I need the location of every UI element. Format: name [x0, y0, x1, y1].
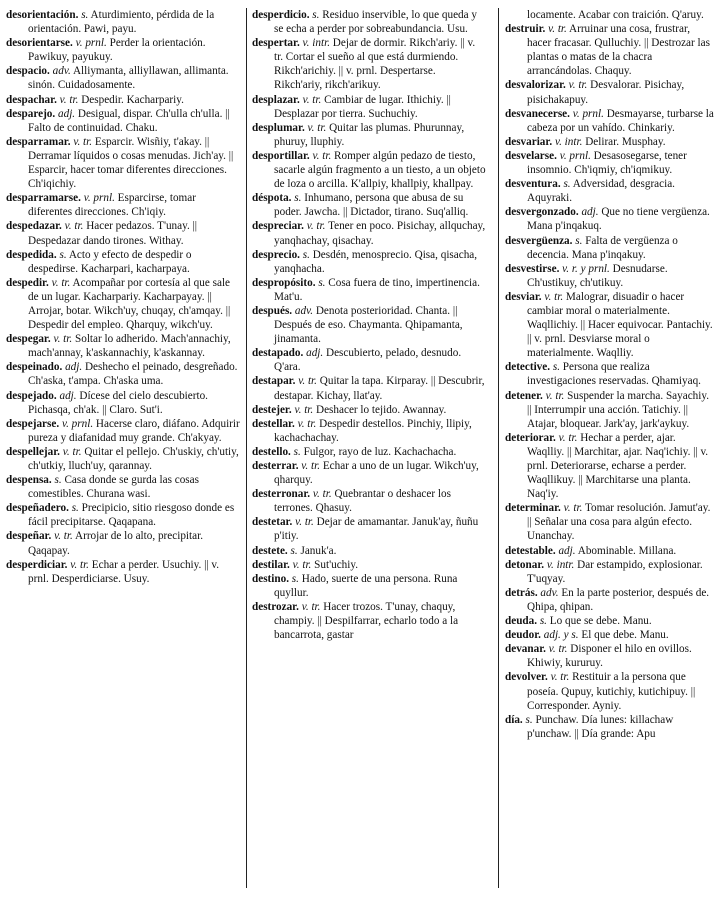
entry-definition: Esparcir. Wisñiy, t'akay. || Derramar líquidos o cosas menudas. Jich'ay. || Esparcir, hacer tomar diferentes direcciones. Ch'iqichiy.: [28, 135, 234, 191]
dictionary-entry: [252, 515, 486, 543]
dictionary-entry: [6, 93, 240, 107]
dictionary-entry: [505, 544, 715, 558]
entry-definition: Quebrantar o deshacer los terrones. Qhasuy.: [274, 488, 451, 515]
entry-headword: destapar.: [252, 375, 296, 388]
dictionary-entry: [505, 177, 715, 205]
entry-headword: detrás.: [505, 586, 538, 599]
entry-headword: desorientación.: [6, 9, 79, 21]
dictionary-entry: [252, 374, 486, 402]
entry-grammar-tag: v. tr.: [301, 460, 321, 472]
entry-headword: desperdicio.: [252, 9, 310, 21]
entry-headword: despeñadero.: [6, 502, 69, 515]
entry-grammar-tag: adj.: [306, 347, 324, 360]
entry-definition: Desasosegarse, tener insomnio. Ch'iqmiy, ch'iqmikuy.: [527, 149, 687, 177]
entry-headword: destete.: [252, 544, 288, 557]
entry-definition: Hado, suerte de una persona. Runa quyllur.: [274, 572, 458, 599]
dictionary-entry: [6, 501, 240, 529]
entry-headword: detestable.: [505, 544, 556, 557]
entry-headword: despejado.: [6, 389, 57, 402]
entry-definition: Desdén, menosprecio. Qisa, qisacha, yanqhacha.: [274, 248, 478, 275]
entry-headword: desplazar.: [252, 93, 300, 106]
dictionary-entry: [252, 219, 486, 247]
entry-headword: despedir.: [6, 276, 49, 289]
dictionary-entry: [505, 713, 715, 741]
dictionary-entry: [252, 191, 486, 219]
entry-grammar-tag: adj.: [558, 544, 576, 557]
entry-headword: desvalorizar.: [505, 79, 566, 92]
entry-definition: Malograr, disuadir o hacer cambiar moral o materialmente. Waqllichiy. || Hacer equivocar. Pantachiy. || v. prnl. Desviarse moral o materialmente. Waqlliy.: [527, 290, 713, 360]
entry-headword: destrozar.: [252, 600, 299, 613]
entry-definition: Despedir. Kacharpariy.: [81, 93, 184, 106]
entry-definition: Quitar las plumas. Phurunnay, phuruy, lluphiy.: [274, 121, 465, 148]
entry-definition: Fulgor, rayo de luz. Kachachacha.: [303, 445, 457, 458]
entry-headword: devanar.: [505, 643, 546, 656]
entry-definition: En la parte posterior, después de. Qhipa, qhipan.: [527, 586, 710, 613]
dictionary-entry: [505, 360, 715, 388]
entry-headword: destello.: [252, 445, 291, 458]
entry-definition: Descubierto, pelado, desnudo. Q'ara.: [274, 347, 462, 374]
entry-grammar-tag: v. tr.: [568, 79, 588, 92]
entry-definition: Hacer pedazos. T'unay. || Despedazar dando tirones. Withay.: [28, 220, 198, 247]
entry-grammar-tag: v. tr.: [558, 431, 578, 444]
entry-headword: desventura.: [505, 178, 561, 191]
entry-headword: despedazar.: [6, 220, 62, 233]
entry-definition: Januk'a.: [300, 544, 337, 557]
dictionary-entry: [505, 205, 715, 233]
entry-grammar-tag: s.: [575, 234, 583, 247]
entry-definition: Tomar resolución. Jamut'ay. || Señalar una cosa para algún efecto. Unanchay.: [527, 502, 711, 543]
entry-headword: desorientarse.: [6, 37, 73, 50]
entry-headword: deuda.: [505, 615, 538, 628]
entry-definition: Precipicio, sitio riesgoso donde es fácil precipitarse. Qaqapana.: [28, 502, 235, 529]
entry-grammar-tag: v. prnl.: [572, 107, 604, 120]
entry-definition: Despedir destellos. Pinchiy, llipiy, kachachachay.: [274, 417, 472, 444]
entry-definition: Acto y efecto de despedir o despedirse. Kacharpari, kacharpaya.: [28, 248, 192, 275]
entry-headword: destellar.: [252, 417, 295, 430]
entry-definition: Adversidad, desgracia. Aquyraki.: [527, 178, 675, 205]
entry-definition: Falta de vergüenza o decencia. Mana p'inqakuy.: [527, 234, 678, 261]
entry-headword: desportillar.: [252, 149, 310, 162]
dictionary-entry: [505, 22, 715, 78]
entry-headword: desplumar.: [252, 121, 305, 134]
entry-headword: desvergüenza.: [505, 234, 573, 247]
entry-continuation: [505, 8, 715, 22]
dictionary-entry: [6, 332, 240, 360]
entry-definition: Sut'uchiy.: [314, 558, 359, 571]
entry-headword: despachar.: [6, 93, 57, 106]
entry-grammar-tag: s.: [59, 248, 67, 261]
dictionary-entry: [252, 459, 486, 487]
entry-definition: Delirar. Musphay.: [585, 135, 666, 148]
entry-definition: Restituir a la persona que poseía. Qupuy, kutichiy, kutichipuy. || Corresponder. Ayniy.: [527, 671, 696, 712]
entry-headword: despegar.: [6, 333, 51, 346]
entry-headword: día.: [505, 713, 523, 726]
entry-grammar-tag: v. tr.: [297, 417, 317, 430]
entry-headword: desprecio.: [252, 248, 300, 261]
dictionary-entry: [252, 8, 486, 36]
dictionary-entry: [252, 572, 486, 600]
entry-grammar-tag: v. tr.: [548, 23, 567, 36]
entry-grammar-tag: v. tr.: [70, 558, 89, 571]
column-divider: [246, 8, 247, 888]
entry-headword: despensa.: [6, 474, 52, 487]
entry-definition: Dícese del cielo descubierto. Pichasqa, ch'ak. || Claro. Sut'i.: [28, 389, 208, 416]
dictionary-entry: [505, 501, 715, 543]
entry-definition: Cosa fuera de tino, impertinencia. Mat'u.: [274, 276, 480, 303]
entry-grammar-tag: v. tr.: [301, 600, 321, 613]
dictionary-entry: [252, 445, 486, 459]
entry-grammar-tag: v. intr.: [302, 37, 330, 50]
entry-headword: desvestirse.: [505, 262, 560, 275]
entry-headword: destetar.: [252, 516, 293, 529]
entry-headword: después.: [252, 304, 293, 317]
entry-definition: Punchaw. Día lunes: killachaw p'unchaw. || Día grande: Apu: [527, 713, 674, 740]
entry-headword: despellejar.: [6, 445, 60, 458]
entry-grammar-tag: v. tr.: [312, 488, 332, 501]
entry-headword: desvariar.: [505, 135, 553, 148]
entry-headword: destruir.: [505, 23, 546, 36]
entry-grammar-tag: adj.: [58, 107, 76, 120]
entry-definition: Residuo inservible, lo que queda y se echa a perder por sobreabundancia. Usu.: [274, 9, 477, 36]
entry-grammar-tag: s.: [302, 248, 310, 261]
dictionary-entry: [252, 558, 486, 572]
entry-definition: Desnudarse. Ch'ustikuy, ch'utikuy.: [527, 262, 668, 289]
dictionary-entry: [252, 487, 486, 515]
dictionary-entry: [505, 135, 715, 149]
entry-definition: Quitar el pellejo. Ch'uskiy, ch'utiy, ch'utkiy, lluch'uy, qarannay.: [28, 445, 239, 472]
entry-headword: desparejo.: [6, 107, 56, 120]
entry-grammar-tag: v. intr.: [554, 135, 583, 148]
entry-grammar-tag: s.: [563, 178, 571, 191]
entry-grammar-tag: adj.: [59, 389, 77, 402]
entry-headword: detener.: [505, 389, 543, 402]
entry-grammar-tag: v. tr.: [54, 530, 73, 543]
column-divider: [498, 8, 499, 888]
dictionary-entry: [6, 445, 240, 473]
entry-grammar-tag: v. tr.: [306, 220, 326, 233]
dictionary-entry: [6, 219, 240, 247]
entry-grammar-tag: s.: [291, 572, 299, 585]
entry-headword: detective.: [505, 361, 551, 374]
entry-definition: Dar estampido, explosionar. T'uqyay.: [527, 558, 703, 585]
entry-headword: deteriorar.: [505, 431, 556, 444]
entry-grammar-tag: v. tr.: [307, 121, 327, 134]
entry-headword: desvelarse.: [505, 149, 557, 162]
entry-headword: despacio.: [6, 65, 50, 78]
entry-grammar-tag: v. tr.: [51, 276, 71, 289]
entry-grammar-tag: v. tr.: [548, 643, 568, 656]
dictionary-entry: [6, 558, 240, 586]
entry-definition: Quitar la tapa. Kirparay. || Descubrir, destapar. Kichay, llat'ay.: [274, 375, 485, 402]
dictionary-entry: [252, 417, 486, 445]
entry-definition: Aturdimiento, pérdida de la orientación. Pawi, payu.: [28, 9, 215, 36]
entry-grammar-tag: v. r. y prnl.: [562, 262, 610, 275]
entry-definition: Lo que se debe. Manu.: [549, 615, 652, 628]
entry-definition: Que no tiene vergüenza. Mana p'inqakuq.: [527, 206, 710, 233]
dictionary-entry: [505, 78, 715, 106]
entry-definition: Deshecho el peinado, desgreñado. Ch'aska, t'ampa. Ch'aska uma.: [28, 361, 238, 388]
entry-grammar-tag: v. tr.: [545, 389, 565, 402]
entry-headword: despreciar.: [252, 220, 304, 233]
dictionary-entry: [6, 36, 240, 64]
dictionary-entry: [6, 135, 240, 191]
entry-definition: Desigual, dispar. Ch'ulla ch'ulla. || Falto de continuidad. Chaku.: [28, 107, 230, 134]
dictionary-entry: [252, 346, 486, 374]
dictionary-entry: [6, 473, 240, 501]
entry-definition: El que debe. Manu.: [581, 629, 669, 642]
entry-grammar-tag: v. tr.: [563, 502, 583, 515]
entry-grammar-tag: adj. y s.: [543, 629, 579, 642]
entry-headword: destilar.: [252, 558, 290, 571]
dictionary-entry: [6, 276, 240, 332]
dictionary-entry: [6, 529, 240, 557]
entry-definition: Dejar de amamantar. Januk'ay, ñuñu p'itiy.: [274, 516, 479, 543]
entry-grammar-tag: v. tr.: [53, 333, 73, 346]
dictionary-entry: [505, 586, 715, 614]
entry-grammar-tag: s.: [318, 276, 326, 289]
entry-definition: Deshacer lo tejido. Awannay.: [316, 403, 447, 416]
entry-headword: detonar.: [505, 558, 545, 571]
dictionary-entry: [505, 149, 715, 177]
entry-headword: desparramarse.: [6, 192, 81, 205]
dictionary-entry: [505, 107, 715, 135]
entry-definition: Suspender la marcha. Sayachiy. || Interrumpir una acción. Tatichiy. || Atajar, bloquear. Jark'ay, jark'aykuy.: [527, 389, 710, 430]
entry-grammar-tag: s.: [293, 445, 301, 458]
dictionary-column-1: [6, 8, 240, 586]
entry-headword: despeinado.: [6, 361, 63, 374]
dictionary-entry: [252, 36, 486, 92]
entry-grammar-tag: v. prnl.: [75, 37, 107, 50]
entry-definition: Dejar de dormir. Rikch'ariy. || v. tr. Cortar el sueño al que está durmiendo. Rikch'arichiy. || v. prnl. Despertarse. Rikch'ariy, rikch'arikuy.: [274, 37, 476, 92]
entry-definition: Casa donde se gurda las cosas comestibles. Churana wasi.: [28, 474, 199, 501]
entry-grammar-tag: s.: [294, 192, 302, 205]
dictionary-entry: [252, 600, 486, 642]
entry-headword: desviar.: [505, 290, 542, 303]
entry-definition: locamente. Acabar con traición. Q'aruy.: [527, 9, 704, 21]
entry-definition: Denota posterioridad. Chanta. || Después de eso. Chaymanta. Qhipamanta, jinamanta.: [274, 304, 463, 346]
entry-grammar-tag: s.: [81, 9, 89, 21]
entry-grammar-tag: v. tr.: [295, 516, 314, 529]
dictionary-entry: [6, 417, 240, 445]
entry-headword: destejer.: [252, 403, 292, 416]
entry-definition: Hacerse claro, diáfano. Adquirir pureza y diafanidad muy grande. Ch'akyay.: [28, 417, 240, 444]
entry-grammar-tag: s.: [312, 9, 320, 21]
dictionary-entry: [6, 360, 240, 388]
entry-headword: desperdiciar.: [6, 558, 68, 571]
entry-grammar-tag: v. intr.: [546, 558, 575, 571]
dictionary-entry: [252, 248, 486, 276]
dictionary-entry: [252, 276, 486, 304]
entry-definition: Alliymanta, alliyllawan, allimanta. sinón. Cuidadosamente.: [28, 65, 229, 92]
entry-grammar-tag: v. tr.: [64, 220, 84, 233]
entry-definition: Echar a uno de un lugar. Wikch'uy, qharquy.: [274, 460, 479, 487]
dictionary-entry: [6, 64, 240, 92]
entry-grammar-tag: v. tr.: [62, 445, 82, 458]
dictionary-entry: [6, 389, 240, 417]
entry-grammar-tag: adv.: [540, 586, 559, 599]
entry-headword: desvergonzado.: [505, 206, 579, 219]
dictionary-entry: [505, 234, 715, 262]
entry-headword: destapado.: [252, 347, 304, 360]
entry-grammar-tag: adv.: [52, 65, 71, 78]
entry-definition: Echar a perder. Usuchiy. || v. prnl. Desperdiciarse. Usuy.: [28, 558, 220, 585]
entry-headword: despertar.: [252, 37, 300, 50]
dictionary-entry: [505, 628, 715, 642]
entry-headword: deudor.: [505, 629, 541, 642]
entry-grammar-tag: s.: [54, 474, 62, 487]
entry-grammar-tag: s.: [539, 615, 547, 628]
entry-grammar-tag: v. tr.: [59, 93, 79, 106]
entry-grammar-tag: v. tr.: [312, 149, 332, 162]
dictionary-entry: [6, 107, 240, 135]
entry-grammar-tag: s.: [525, 713, 533, 726]
entry-grammar-tag: v. tr.: [73, 135, 93, 148]
entry-grammar-tag: adj.: [581, 206, 599, 219]
entry-grammar-tag: v. tr.: [302, 93, 322, 106]
entry-headword: despropósito.: [252, 276, 316, 289]
entry-grammar-tag: v. tr.: [294, 403, 314, 416]
entry-grammar-tag: v. prnl.: [83, 192, 115, 205]
entry-grammar-tag: adv.: [294, 304, 314, 317]
entry-headword: desvanecerse.: [505, 107, 570, 120]
dictionary-entry: [505, 558, 715, 586]
entry-grammar-tag: s.: [71, 502, 79, 515]
dictionary-entry: [252, 93, 486, 121]
dictionary-entry: [505, 389, 715, 431]
dictionary-entry: [505, 614, 715, 628]
dictionary-entry: [505, 670, 715, 712]
entry-grammar-tag: v. tr.: [550, 671, 570, 684]
dictionary-column-2: [252, 8, 486, 642]
dictionary-entry: [252, 304, 486, 346]
entry-definition: Esparcirse, tomar diferentes direcciones. Ch'iqiy.: [28, 192, 196, 219]
entry-definition: Perder la orientación. Pawikuy, payukuy.: [28, 37, 206, 64]
entry-definition: Tener en poco. Pisichay, allquchay, yanqhachay, qisachay.: [274, 220, 486, 247]
dictionary-entry: [505, 431, 715, 501]
dictionary-entry: [505, 290, 715, 360]
entry-headword: destino.: [252, 572, 289, 585]
dictionary-entry: [505, 262, 715, 290]
entry-definition: Persona que realiza investigaciones reservadas. Qhamiyaq.: [527, 361, 701, 388]
entry-grammar-tag: v. tr.: [292, 558, 312, 571]
entry-definition: Acompañar por cortesía al que sale de un lugar. Kacharpariy. Kacharpayay. || Arrojar, botar. Wikch'uy, chuqay, ch'amqay. || Despedir del empleo. Qharquy, wikch'uy.: [28, 276, 231, 332]
entry-definition: Desvalorar. Pisichay, pisichakapuy.: [527, 79, 685, 106]
entry-headword: determinar.: [505, 502, 561, 515]
entry-grammar-tag: s.: [552, 361, 560, 374]
entry-grammar-tag: v. prnl.: [61, 417, 94, 430]
entry-grammar-tag: adj.: [65, 361, 83, 374]
entry-headword: déspota.: [252, 192, 292, 205]
entry-definition: Soltar lo adherido. Mach'annachiy, mach'annay, k'askannachiy, k'askannay.: [28, 333, 231, 360]
entry-headword: desterronar.: [252, 488, 311, 501]
dictionary-entry: [6, 8, 240, 36]
entry-headword: despedida.: [6, 248, 57, 261]
entry-grammar-tag: v. tr.: [298, 375, 317, 388]
entry-headword: devolver.: [505, 671, 548, 684]
dictionary-entry: [252, 149, 486, 191]
entry-definition: Arruinar una cosa, frustrar, hacer fracasar. Qulluchiy. || Destrozar las plantas o matas de la chacra arrancándolas. Chaquy.: [527, 23, 710, 78]
entry-definition: Abominable. Millana.: [577, 544, 677, 557]
entry-grammar-tag: v. tr.: [544, 290, 564, 303]
entry-definition: Romper algún pedazo de tiesto, sacarle algún fragmento a un tiesto, a un objeto de loza o arcilla. K'allpiy, khallpiy, khallpay.: [274, 149, 486, 191]
entry-definition: Hechar a perder, ajar. Waqlliy. || Marchitar, ajar. Naq'ichiy. || v. prnl. Deteriorarse, echarse a perder. Waqllikuy. || Marchitarse una planta. Naq'iy.: [527, 431, 709, 501]
entry-definition: Desmayarse, turbarse la cabeza por un vahído. Chinkariy.: [527, 107, 714, 134]
dictionary-entry: [6, 248, 240, 276]
dictionary-entry: [252, 403, 486, 417]
entry-headword: despeñar.: [6, 530, 52, 543]
entry-definition: Disponer el hilo en ovillos. Khiwiy, kururuy.: [527, 643, 692, 670]
entry-grammar-tag: s.: [290, 544, 298, 557]
entry-headword: desparramar.: [6, 135, 71, 148]
dictionary-entry: [505, 642, 715, 670]
dictionary-entry: [252, 121, 486, 149]
entry-definition: Cambiar de lugar. Ithichiy. || Desplazar por tierra. Suchuchiy.: [274, 93, 451, 120]
entry-headword: desterrar.: [252, 460, 299, 472]
entry-definition: Hacer trozos. T'unay, chaquy, champiy. || Despilfarrar, echarlo todo a la bancarrota, gastar: [274, 600, 459, 642]
entry-grammar-tag: v. prnl.: [559, 149, 591, 162]
entry-definition: Arrojar de lo alto, precipitar. Qaqapay.: [28, 530, 203, 557]
dictionary-entry: [252, 544, 486, 558]
entry-definition: Inhumano, persona que abusa de su poder. Jawcha. || Dictador, tirano. Suq'alliq.: [274, 192, 469, 219]
dictionary-column-3: [505, 8, 715, 741]
entry-headword: despejarse.: [6, 417, 60, 430]
dictionary-entry: [6, 191, 240, 219]
